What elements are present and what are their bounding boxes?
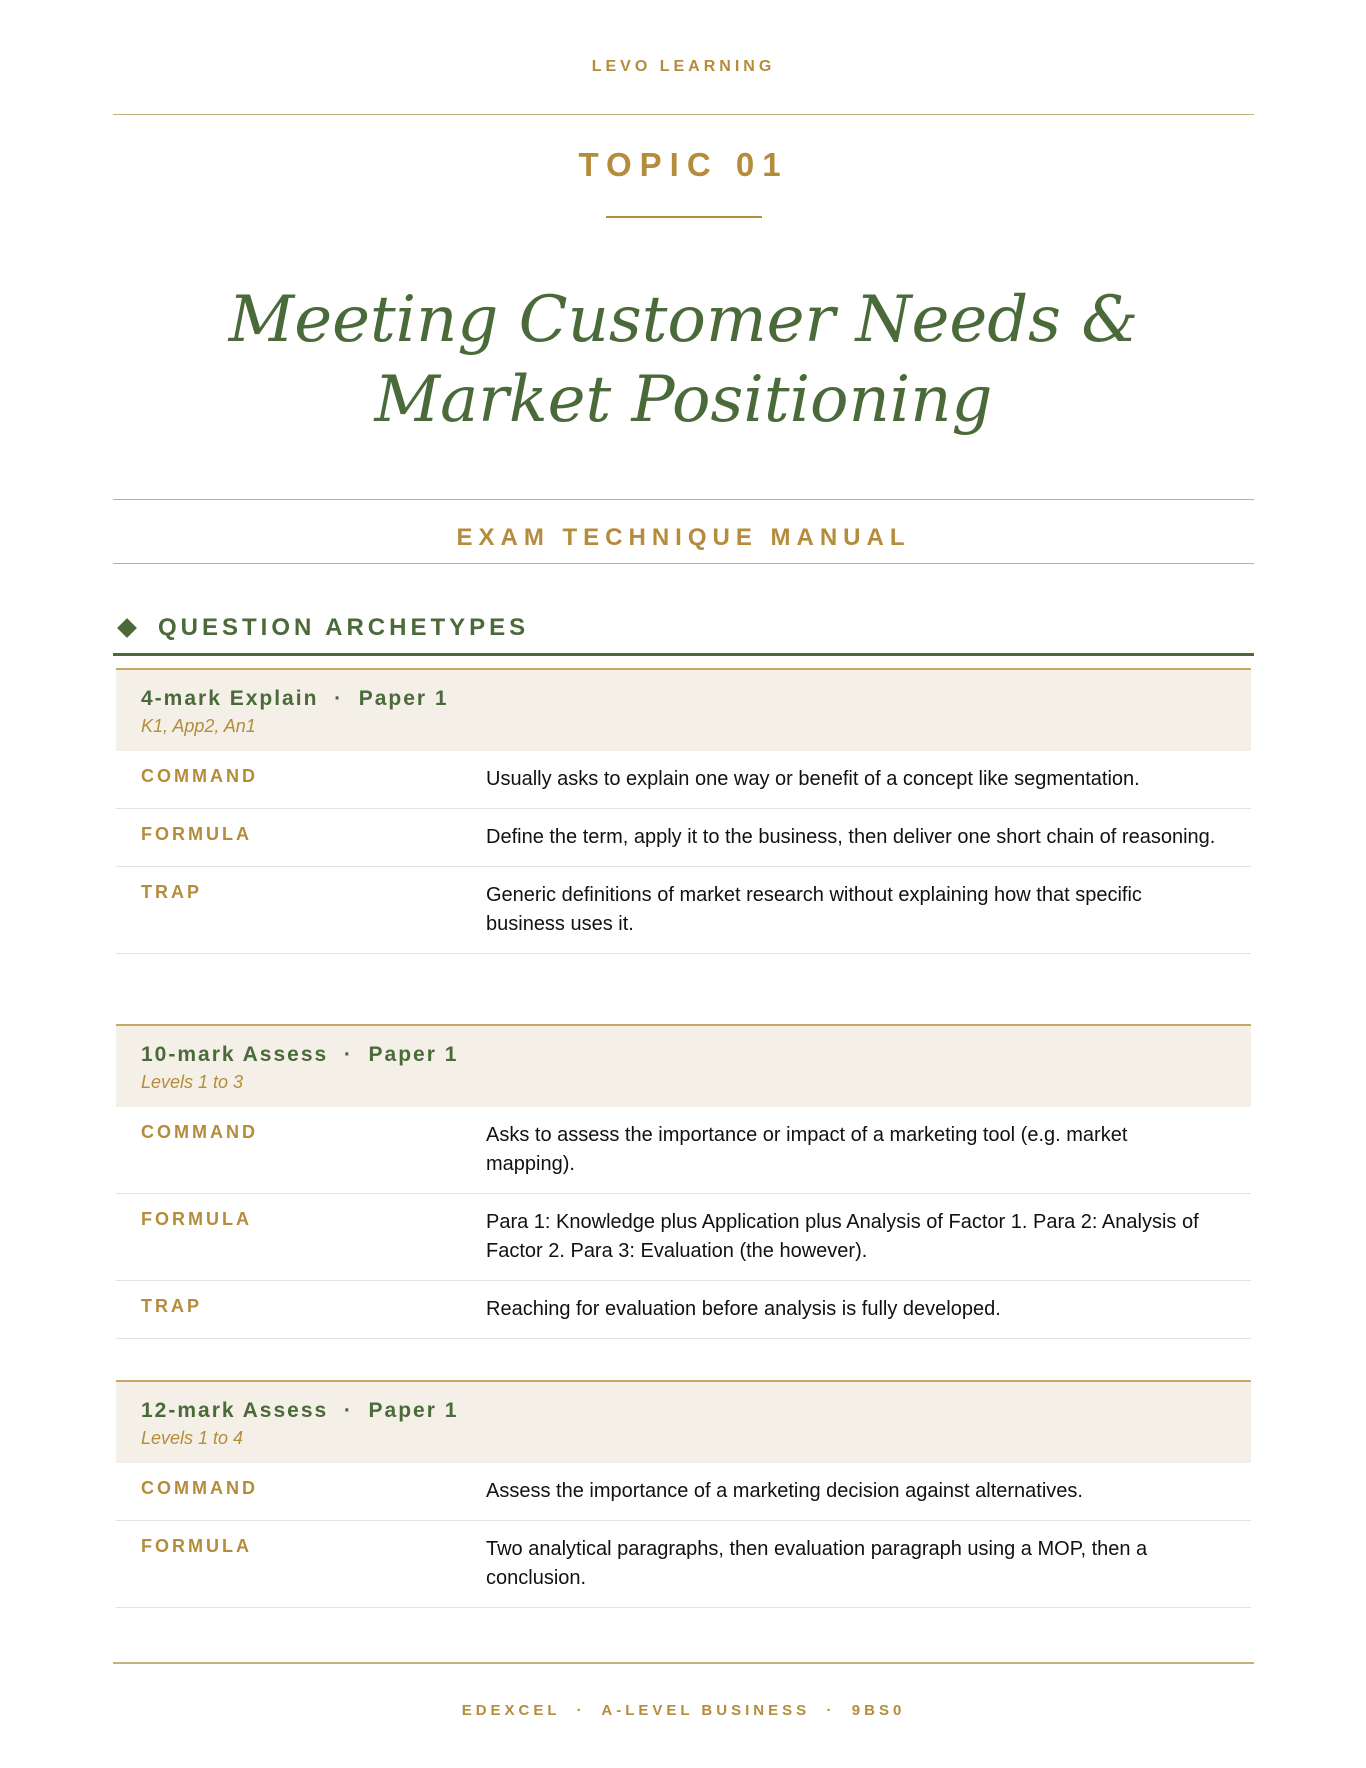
footer-divider (113, 1662, 1254, 1664)
card-row (116, 1463, 1251, 1521)
row-label: FORMULA (141, 824, 252, 844)
row-text: Generic definitions of market research without explaining how that specific business uses it. (486, 884, 1142, 935)
card-row (116, 1107, 1251, 1194)
card-title: 4-mark Explain · Paper 1 (141, 687, 449, 710)
card-header (116, 1024, 1251, 1107)
row-label: FORMULA (141, 1536, 252, 1556)
card-row (116, 751, 1251, 809)
section-heading (120, 614, 529, 642)
row-label: COMMAND (141, 1122, 258, 1142)
brand-name: LEVO LEARNING (591, 58, 776, 75)
topic-label: TOPIC 01 (578, 146, 789, 183)
card-row (116, 1281, 1251, 1339)
archetype-card (116, 668, 1251, 954)
row-label: COMMAND (141, 766, 258, 786)
archetype-card (116, 1024, 1251, 1339)
card-row (116, 809, 1251, 867)
row-label: COMMAND (141, 1478, 258, 1498)
row-text: Assess the importance of a marketing decision against alternatives. (486, 1480, 1083, 1502)
page-title: Meeting Customer Needs & Market Positioning (228, 283, 1139, 437)
card-row (116, 867, 1251, 954)
archetype-card (116, 1380, 1251, 1608)
card-row (116, 1194, 1251, 1281)
diamond-icon (117, 618, 137, 638)
card-title: 12-mark Assess · Paper 1 (141, 1399, 459, 1422)
header-divider (113, 114, 1254, 115)
card-title: 10-mark Assess · Paper 1 (141, 1043, 459, 1066)
card-header (116, 1380, 1251, 1463)
manual-divider-top (113, 499, 1254, 500)
section-divider (113, 653, 1254, 656)
card-subtitle: Levels 1 to 3 (141, 1072, 244, 1092)
row-text: Usually asks to explain one way or benefit of a concept like segmentation. (486, 768, 1140, 790)
row-text: Para 1: Knowledge plus Application plus Analysis of Factor 1. Para 2: Analysis of Factor 2. Para 3: Evaluation (the however). (486, 1211, 1199, 1262)
footer-text: EDEXCEL · A-LEVEL BUSINESS · 9BS0 (461, 1702, 906, 1719)
card-subtitle: K1, App2, An1 (141, 716, 256, 736)
row-label: TRAP (141, 882, 202, 902)
topic-underline (606, 216, 762, 218)
row-text: Define the term, apply it to the business, then deliver one short chain of reasoning. (486, 826, 1216, 848)
manual-divider-bottom (113, 563, 1254, 564)
card-row (116, 1521, 1251, 1608)
row-text: Reaching for evaluation before analysis is fully developed. (486, 1298, 1001, 1320)
row-text: Asks to assess the importance or impact of a marketing tool (e.g. market mapping). (486, 1124, 1128, 1175)
manual-label: EXAM TECHNIQUE MANUAL (456, 524, 911, 551)
card-header (116, 668, 1251, 751)
row-text: Two analytical paragraphs, then evaluation paragraph using a MOP, then a conclusion. (486, 1538, 1148, 1589)
card-subtitle: Levels 1 to 4 (141, 1428, 244, 1448)
section-title: QUESTION ARCHETYPES (158, 614, 530, 641)
row-label: FORMULA (141, 1209, 252, 1229)
row-label: TRAP (141, 1296, 202, 1316)
